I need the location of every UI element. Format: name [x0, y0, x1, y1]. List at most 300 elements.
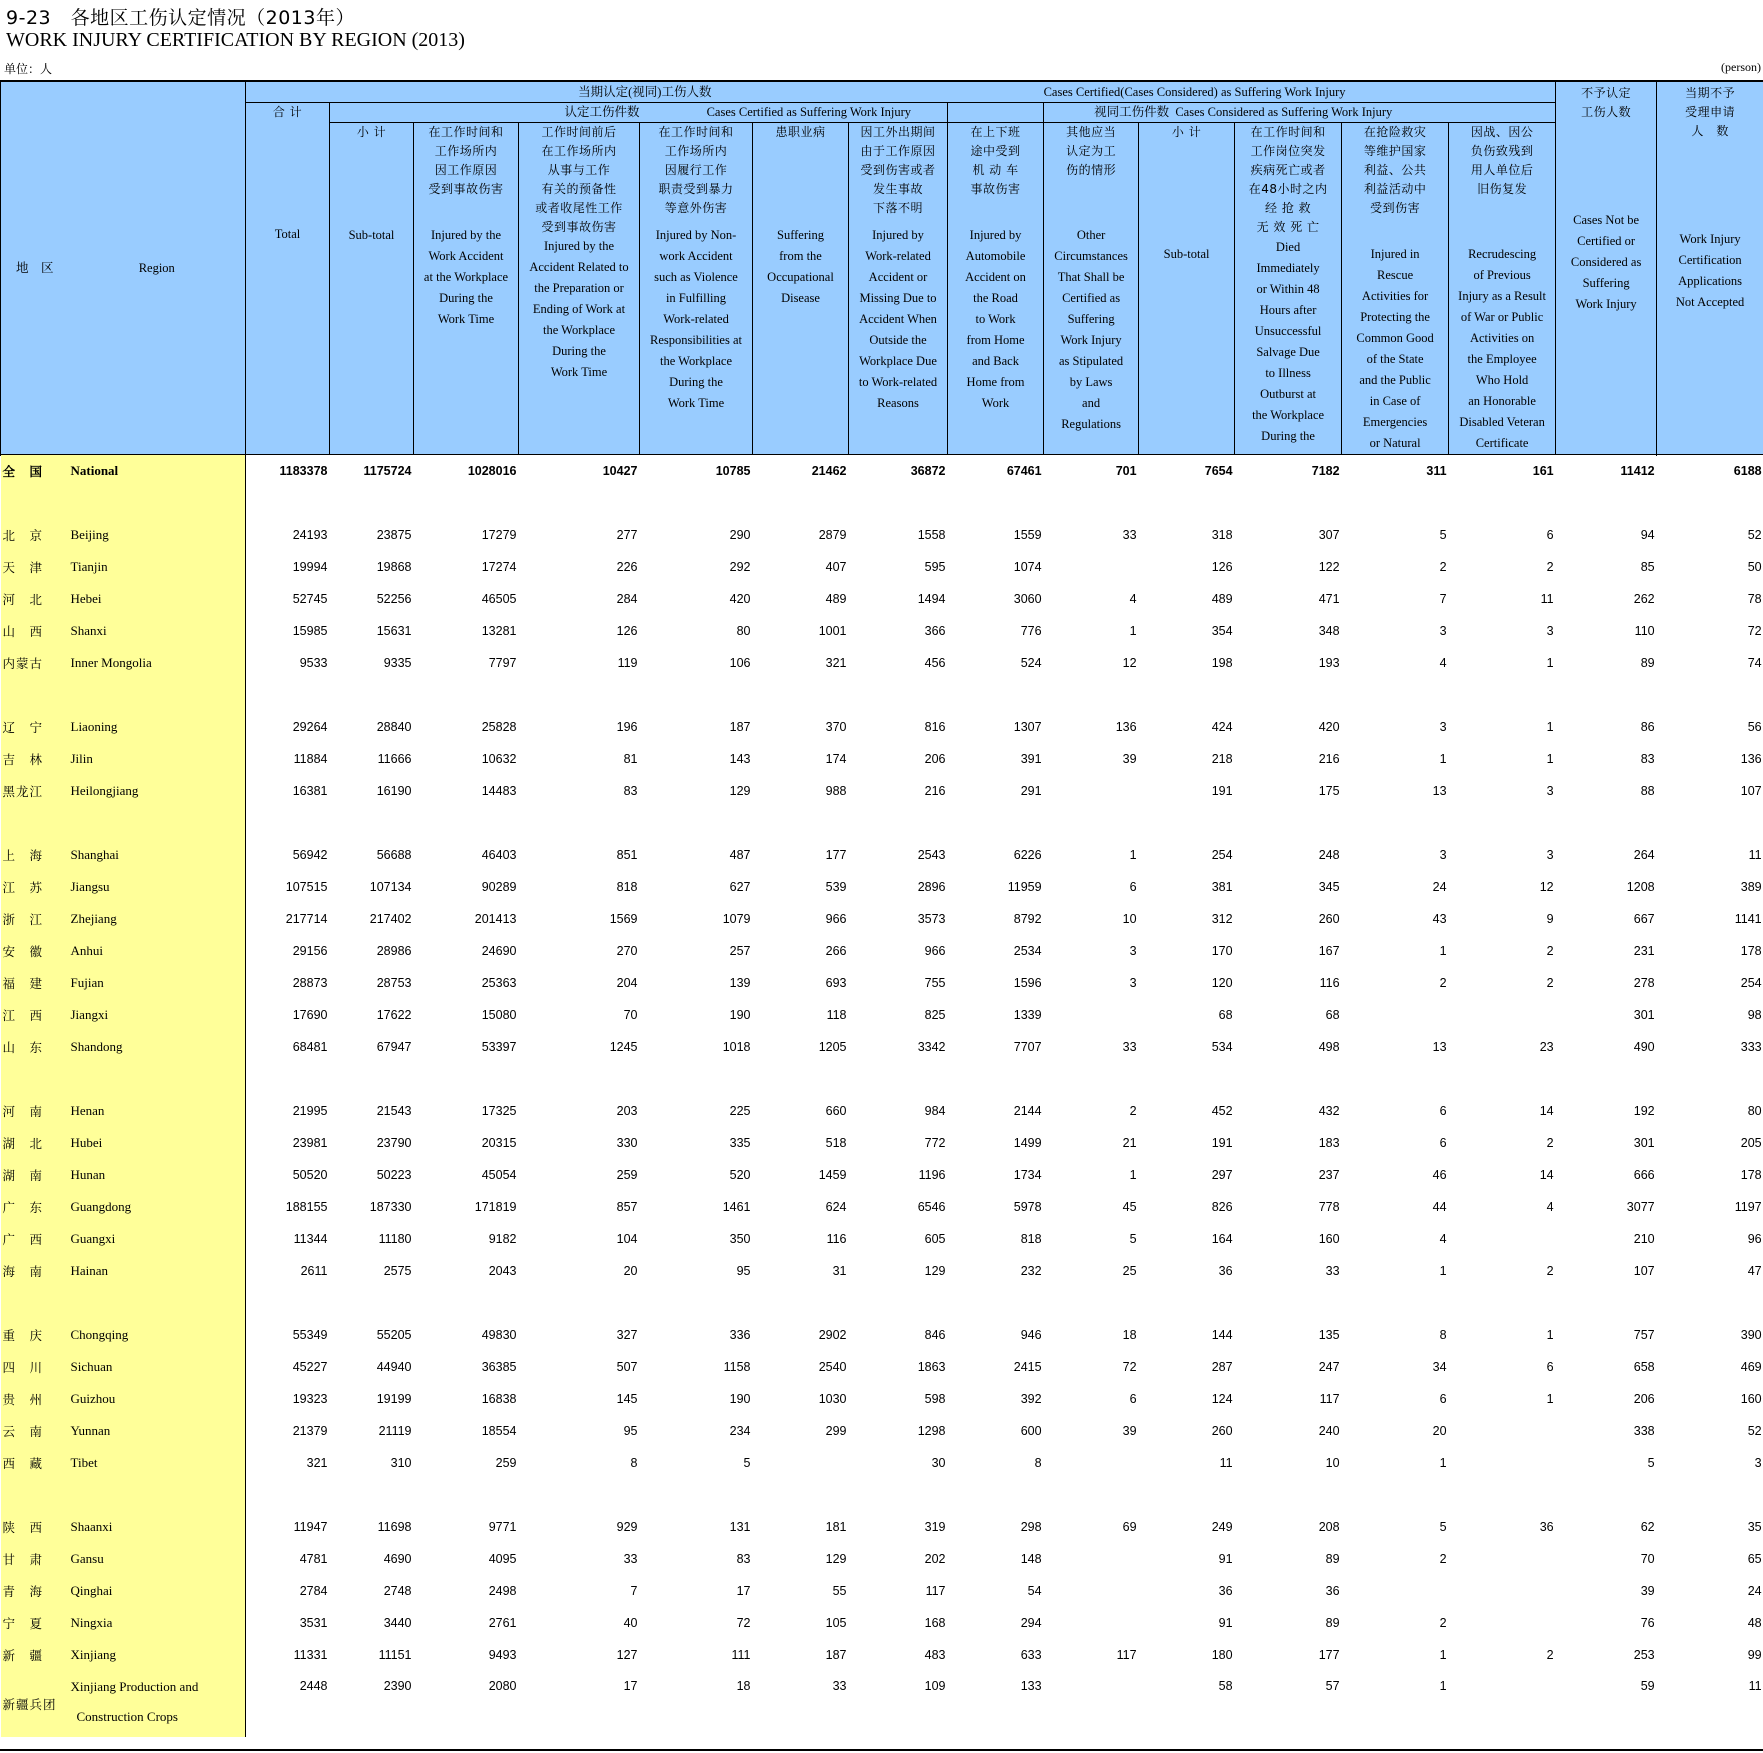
value-cell: 68: [1325, 1008, 1340, 1022]
value-cell: 1569: [609, 912, 638, 926]
value-cell: 78: [1747, 592, 1762, 606]
value-cell: 234: [729, 1424, 751, 1438]
value-cell: 181: [825, 1520, 847, 1534]
value-cell: 58: [1218, 1679, 1233, 1693]
table-row: [1, 615, 1763, 647]
value-cell: 29156: [292, 944, 328, 958]
value-cell: 178: [1740, 1168, 1762, 1182]
spacer-cell: [1, 1479, 69, 1511]
value-cell: 144: [1211, 1328, 1233, 1342]
region-name-en: Jilin: [69, 743, 246, 775]
value-cell: 1196: [918, 1168, 946, 1182]
value-cell: 11884: [293, 752, 328, 766]
value-cell: 327: [616, 1328, 638, 1342]
region-name-en: Hunan: [69, 1159, 246, 1191]
value-cell: 5: [743, 1456, 751, 1470]
value-cell: 190: [729, 1008, 751, 1022]
value-cell: 96: [1747, 1232, 1762, 1246]
value-cell: 291: [1020, 784, 1042, 798]
value-cell: 171819: [474, 1200, 517, 1214]
value-cell: [1342, 1575, 1449, 1607]
region-name-en: Hebei: [69, 583, 246, 615]
value-cell: 259: [616, 1168, 638, 1182]
value-cell: 2543: [917, 848, 946, 862]
region-name-en: Gansu: [69, 1543, 246, 1575]
value-cell: [1449, 1223, 1556, 1255]
value-cell: 136: [1115, 720, 1137, 734]
value-cell: 264: [1633, 848, 1655, 862]
value-cell: [1044, 1607, 1139, 1639]
spacer-row: [1, 487, 1763, 519]
value-cell: 966: [924, 944, 946, 958]
value-cell: 4: [1439, 656, 1447, 670]
value-cell: 17622: [376, 1008, 412, 1022]
value-cell: 81: [623, 752, 638, 766]
value-cell: 2: [1546, 560, 1554, 574]
value-cell: 489: [1211, 592, 1233, 606]
value-cell: 338: [1633, 1424, 1655, 1438]
region-name-cn: 福 建: [1, 967, 69, 999]
spacer-cell: [1, 1063, 69, 1095]
region-name-cn: 广 西: [1, 1223, 69, 1255]
value-cell: 237: [1318, 1168, 1340, 1182]
value-cell: 46505: [481, 592, 517, 606]
value-cell: 25828: [481, 720, 517, 734]
value-cell: 299: [825, 1424, 847, 1438]
value-cell: 9493: [488, 1648, 517, 1662]
table-row: [1, 871, 1763, 903]
value-cell: 36: [1218, 1584, 1233, 1598]
region-name-cn: 四 川: [1, 1351, 69, 1383]
header-war-injury: 因战、因公 负伤致残到 用人单位后 旧伤复发 Recrudescing of Previous Injury as a Result of War or Public Activities on the Employee Who Hold an Honorable Disabled Veteran Certificate: [1449, 123, 1556, 455]
region-name-cn: 青 海: [1, 1575, 69, 1607]
value-cell: 52745: [292, 592, 328, 606]
header-workplace-accident: 在工作时间和 工作场所内 因工作原因 受到事故伤害 Injured by the Work Accident at the Workplace During the Work Time: [414, 123, 519, 455]
value-cell: 2879: [818, 528, 847, 542]
value-cell: 262: [1633, 592, 1655, 606]
value-cell: 21995: [292, 1104, 328, 1118]
value-cell: 2: [1546, 944, 1554, 958]
value-cell: 4690: [383, 1552, 412, 1566]
value-cell: 196: [616, 720, 638, 734]
region-name-cn: 陕 西: [1, 1511, 69, 1543]
value-cell: 3: [1129, 944, 1137, 958]
header-sub2: 小 计 Sub-total: [1139, 123, 1235, 455]
table-row: [1, 903, 1763, 935]
spacer-row: [1, 1063, 1763, 1095]
value-cell: 69: [1122, 1520, 1137, 1534]
value-cell: 266: [825, 944, 847, 958]
table-body: [1, 455, 1763, 1738]
value-cell: 1734: [1013, 1168, 1042, 1182]
value-cell: 33: [832, 1679, 847, 1693]
value-cell: 36: [1539, 1520, 1554, 1534]
spacer-cell: [69, 807, 246, 839]
value-cell: 210: [1633, 1232, 1655, 1246]
value-cell: 216: [924, 784, 946, 798]
header-considered: 视同工伤件数 Cases Considered as Suffering Work Injury: [1044, 103, 1556, 123]
value-cell: 966: [825, 912, 847, 926]
region-name-cn: 辽 宁: [1, 711, 69, 743]
value-cell: 2: [1546, 1136, 1554, 1150]
value-cell: 857: [616, 1200, 638, 1214]
value-cell: 1: [1439, 1679, 1447, 1693]
region-name-en: Shanxi: [69, 615, 246, 647]
value-cell: 135: [1318, 1328, 1340, 1342]
spacer-cell: [246, 1479, 1763, 1511]
value-cell: 72: [1122, 1360, 1137, 1374]
value-cell: 45: [1122, 1200, 1137, 1214]
value-cell: 507: [616, 1360, 638, 1374]
value-cell: 36385: [481, 1360, 517, 1374]
value-cell: 5: [1439, 1520, 1447, 1534]
value-cell: 248: [1318, 848, 1340, 862]
region-name-en-line1: Xinjiang Production and: [70, 1679, 199, 1694]
value-cell: 1307: [1013, 720, 1042, 734]
value-cell: 278: [1633, 976, 1655, 990]
value-cell: 56942: [292, 848, 328, 862]
value-cell: 469: [1740, 1360, 1762, 1374]
region-name-en: Guangdong: [69, 1191, 246, 1223]
value-cell: 1863: [917, 1360, 946, 1374]
data-table-wrapper: [0, 81, 1763, 1737]
value-cell: 988: [825, 784, 847, 798]
value-cell: 2575: [383, 1264, 412, 1278]
value-cell: 14: [1539, 1104, 1554, 1118]
value-cell: 366: [924, 624, 946, 638]
region-name-en-line2: Construction Crops: [76, 1709, 178, 1724]
value-cell: 80: [736, 624, 751, 638]
value-cell: 174: [825, 752, 847, 766]
spacer-cell: [1, 679, 69, 711]
value-cell: 757: [1633, 1328, 1655, 1342]
value-cell: 2748: [383, 1584, 412, 1598]
table-row: [1, 1607, 1763, 1639]
region-name-en: Shandong: [69, 1031, 246, 1063]
value-cell: 2080: [488, 1679, 517, 1693]
value-cell: 202: [924, 1552, 946, 1566]
value-cell: 818: [1020, 1232, 1042, 1246]
value-cell: 70: [623, 1008, 638, 1022]
value-cell: 11: [1540, 592, 1554, 606]
region-name-en: Ningxia: [69, 1607, 246, 1639]
value-cell: 104: [616, 1232, 638, 1246]
value-cell: 29264: [292, 720, 328, 734]
value-cell: 301: [1633, 1136, 1655, 1150]
value-cell: 487: [729, 848, 751, 862]
value-cell: 129: [729, 784, 751, 798]
table-row: [1, 1031, 1763, 1063]
value-cell: 25363: [481, 976, 517, 990]
header-occupational-disease: 患职业病 Suffering from the Occupational Disease: [753, 123, 849, 455]
region-name-en: Henan: [69, 1095, 246, 1127]
value-cell: 119: [617, 656, 638, 670]
value-cell: 86: [1640, 720, 1655, 734]
value-cell: 1205: [818, 1040, 847, 1054]
value-cell: 2896: [917, 880, 946, 894]
region-name-en: Jiangsu: [69, 871, 246, 903]
value-cell: 247: [1318, 1360, 1340, 1374]
value-cell: 7707: [1013, 1040, 1042, 1054]
value-cell: 4095: [488, 1552, 517, 1566]
value-cell: 2: [1546, 1648, 1554, 1662]
value-cell: 660: [825, 1104, 847, 1118]
value-cell: 133: [1020, 1679, 1042, 1693]
value-cell: [1044, 551, 1139, 583]
value-cell: 701: [1115, 463, 1137, 478]
value-cell: 39: [1640, 1584, 1655, 1598]
value-cell: 89: [1640, 656, 1655, 670]
value-cell: 7: [1439, 592, 1447, 606]
value-cell: 17690: [292, 1008, 328, 1022]
region-name-cn: 重 庆: [1, 1319, 69, 1351]
value-cell: 24193: [292, 528, 328, 542]
value-cell: 666: [1633, 1168, 1655, 1182]
spacer-cell: [246, 487, 1763, 519]
region-name-cn: 海 南: [1, 1255, 69, 1287]
value-cell: 1183378: [279, 464, 328, 478]
value-cell: 3531: [299, 1616, 328, 1630]
value-cell: 4781: [299, 1552, 328, 1566]
value-cell: 1494: [917, 592, 946, 606]
value-cell: 2611: [300, 1264, 328, 1278]
value-cell: 143: [729, 752, 751, 766]
value-cell: 19868: [376, 560, 412, 574]
value-cell: 312: [1211, 912, 1233, 926]
region-name-cn: 甘 肃: [1, 1543, 69, 1575]
value-cell: 65: [1747, 1552, 1762, 1566]
table-header: [1, 82, 1763, 455]
value-cell: 83: [1640, 752, 1655, 766]
value-cell: 292: [729, 560, 751, 574]
value-cell: [1449, 1671, 1556, 1737]
value-cell: 122: [1318, 560, 1340, 574]
value-cell: 136: [1740, 752, 1762, 766]
value-cell: 3: [1439, 720, 1447, 734]
value-cell: 206: [924, 752, 946, 766]
region-name-cn: 上 海: [1, 839, 69, 871]
value-cell: 2: [1439, 976, 1447, 990]
value-cell: 6188: [1733, 464, 1762, 478]
value-cell: 17274: [481, 560, 517, 574]
table-row: [1, 1511, 1763, 1543]
value-cell: 1141: [1734, 912, 1762, 926]
value-cell: 1: [1546, 720, 1554, 734]
value-cell: 46403: [481, 848, 517, 862]
value-cell: 11151: [378, 1648, 412, 1662]
region-name-en: Sichuan: [69, 1351, 246, 1383]
value-cell: 350: [729, 1232, 751, 1246]
region-name-en: [69, 1671, 246, 1737]
value-cell: 201413: [474, 912, 517, 926]
value-cell: 1001: [818, 624, 847, 638]
region-name-en: Shaanxi: [69, 1511, 246, 1543]
value-cell: [1044, 1671, 1139, 1737]
value-cell: 68481: [292, 1040, 328, 1054]
value-cell: 55349: [292, 1328, 328, 1342]
value-cell: 7: [630, 1584, 638, 1598]
value-cell: 206: [1633, 1392, 1655, 1406]
value-cell: 83: [736, 1552, 751, 1566]
value-cell: 164: [1211, 1232, 1233, 1246]
value-cell: 52: [1747, 528, 1762, 542]
value-cell: 232: [1020, 1264, 1042, 1278]
header-not-certified: 不予认定 工伤人数 Cases Not be Certified or Considered as Suffering Work Injury: [1556, 82, 1657, 455]
value-cell: 160: [1318, 1232, 1340, 1246]
value-cell: 177: [825, 848, 847, 862]
value-cell: 336: [729, 1328, 751, 1342]
value-cell: 33: [1122, 528, 1137, 542]
value-cell: 187: [729, 720, 751, 734]
value-cell: 4: [1439, 1232, 1447, 1246]
value-cell: 321: [306, 1456, 328, 1470]
value-cell: 24: [1432, 880, 1447, 894]
header-prep-accident: 工作时间前后 在工作场所内 从事与工作 有关的预备性 或者收尾性工作 受到事故伤害 Injured by the Accident Related to the Preparation or Ending of Work at the Workplace During the Work Time: [519, 123, 640, 455]
region-name-cn: 天 津: [1, 551, 69, 583]
unit-label-en: (person): [1721, 60, 1761, 74]
table-row: [1, 839, 1763, 871]
value-cell: 605: [924, 1232, 946, 1246]
value-cell: 2534: [1013, 944, 1042, 958]
value-cell: 667: [1633, 912, 1655, 926]
value-cell: 1: [1546, 1328, 1554, 1342]
value-cell: 818: [616, 880, 638, 894]
value-cell: 424: [1211, 720, 1233, 734]
value-cell: 2498: [488, 1584, 517, 1598]
table-row: [1, 1095, 1763, 1127]
value-cell: 5978: [1013, 1200, 1042, 1214]
header-rescue: 在抢险救灾 等维护国家 利益、公共 利益活动中 受到伤害 Injured in Rescue Activities for Protecting the Common Good of the State and the Public in Case of Emergencies or Natural: [1342, 123, 1449, 455]
spacer-cell: [69, 679, 246, 711]
value-cell: 2: [1439, 1616, 1447, 1630]
region-name-cn: 贵 州: [1, 1383, 69, 1415]
value-cell: 50520: [292, 1168, 328, 1182]
value-cell: 319: [924, 1520, 946, 1534]
value-cell: 190: [729, 1392, 751, 1406]
value-cell: 1461: [722, 1200, 751, 1214]
region-name-cn: 安 徽: [1, 935, 69, 967]
value-cell: 19323: [292, 1392, 328, 1406]
value-cell: 20315: [481, 1136, 517, 1150]
table-row: [1, 1351, 1763, 1383]
value-cell: 90289: [481, 880, 517, 894]
value-cell: [753, 1447, 849, 1479]
spacer-cell: [246, 1287, 1763, 1319]
value-cell: 3077: [1626, 1200, 1655, 1214]
value-cell: 129: [825, 1552, 847, 1566]
table-row: [1, 1415, 1763, 1447]
value-cell: 117: [1116, 1648, 1137, 1662]
region-name-cn: 新疆兵团: [1, 1671, 69, 1737]
value-cell: 7654: [1204, 463, 1233, 478]
value-cell: 95: [736, 1264, 751, 1278]
value-cell: 826: [1211, 1200, 1233, 1214]
value-cell: 10632: [481, 752, 517, 766]
value-cell: 6546: [917, 1200, 946, 1214]
value-cell: 28986: [376, 944, 412, 958]
value-cell: 307: [1318, 528, 1340, 542]
value-cell: 1: [1546, 656, 1554, 670]
region-name-en: Tianjin: [69, 551, 246, 583]
value-cell: 9335: [383, 656, 412, 670]
value-cell: 452: [1211, 1104, 1233, 1118]
value-cell: 2: [1439, 560, 1447, 574]
value-cell: 311: [1426, 463, 1447, 478]
value-cell: 260: [1211, 1424, 1233, 1438]
value-cell: [1449, 1575, 1556, 1607]
spacer-cell: [246, 1063, 1763, 1095]
value-cell: 191: [1211, 784, 1233, 798]
value-cell: 216: [1318, 752, 1340, 766]
value-cell: 178: [1740, 944, 1762, 958]
value-cell: 43: [1432, 912, 1447, 926]
value-cell: 126: [616, 624, 638, 638]
value-cell: 203: [616, 1104, 638, 1118]
value-cell: 52256: [376, 592, 412, 606]
value-cell: 3: [1439, 848, 1447, 862]
value-cell: 126: [1211, 560, 1233, 574]
value-cell: 46: [1432, 1168, 1447, 1182]
value-cell: 2144: [1013, 1104, 1042, 1118]
value-cell: 107: [1740, 784, 1762, 798]
value-cell: [1449, 1607, 1556, 1639]
value-cell: 420: [1318, 720, 1340, 734]
value-cell: 83: [623, 784, 638, 798]
region-name-cn: 江 苏: [1, 871, 69, 903]
value-cell: 68: [1218, 1008, 1233, 1022]
value-cell: 225: [729, 1104, 751, 1118]
value-cell: 14483: [481, 784, 517, 798]
value-cell: 57: [1325, 1679, 1340, 1693]
value-cell: 1175724: [363, 463, 412, 478]
region-name-en: Jiangxi: [69, 999, 246, 1031]
value-cell: 240: [1318, 1424, 1340, 1438]
region-name-en: Anhui: [69, 935, 246, 967]
value-cell: [1044, 775, 1139, 807]
spacer-row: [1, 1479, 1763, 1511]
value-cell: 456: [924, 656, 946, 670]
value-cell: 483: [924, 1648, 946, 1662]
value-cell: 2784: [299, 1584, 328, 1598]
value-cell: 11959: [1007, 880, 1042, 894]
value-cell: 2: [1129, 1104, 1137, 1118]
value-cell: 24690: [481, 944, 517, 958]
value-cell: 98: [1747, 1008, 1762, 1022]
value-cell: 330: [616, 1136, 638, 1150]
value-cell: 1018: [722, 1040, 751, 1054]
spacer-row: [1, 1287, 1763, 1319]
value-cell: 168: [924, 1616, 946, 1630]
value-cell: 56: [1747, 720, 1762, 734]
value-cell: 72: [1747, 624, 1762, 638]
table-row: [1, 999, 1763, 1031]
value-cell: 170: [1211, 944, 1233, 958]
value-cell: 187: [825, 1648, 847, 1662]
value-cell: 3: [1546, 624, 1554, 638]
value-cell: 17325: [481, 1104, 517, 1118]
value-cell: 70: [1640, 1552, 1655, 1566]
value-cell: 6: [1439, 1136, 1447, 1150]
value-cell: 5: [1647, 1456, 1655, 1470]
value-cell: 321: [825, 656, 847, 670]
value-cell: 218: [1211, 752, 1233, 766]
value-cell: 74: [1747, 656, 1762, 670]
value-cell: 1028016: [467, 463, 517, 478]
value-cell: 3: [1129, 976, 1137, 990]
value-cell: 7797: [488, 656, 517, 670]
value-cell: 270: [616, 944, 638, 958]
value-cell: 260: [1318, 912, 1340, 926]
